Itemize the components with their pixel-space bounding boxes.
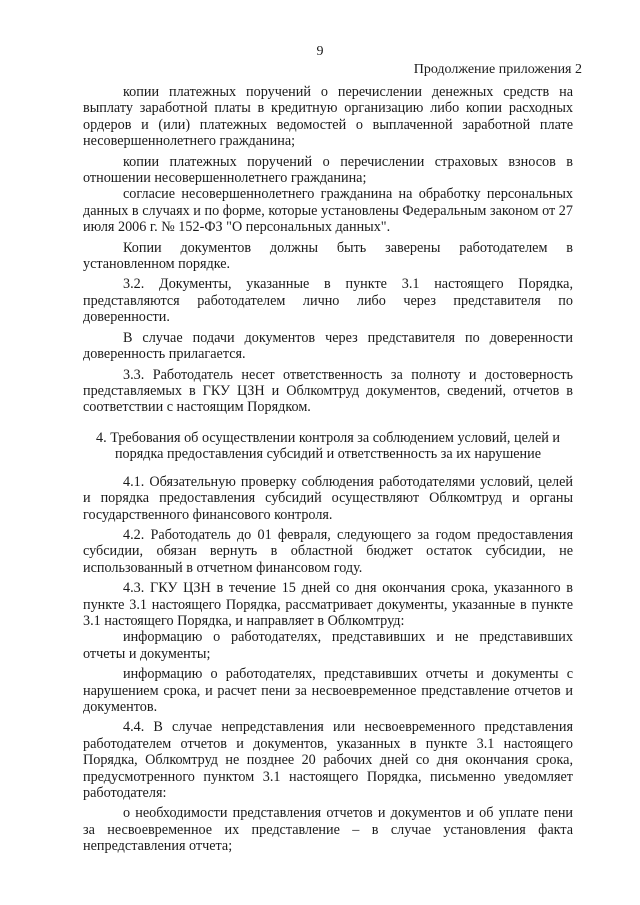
paragraph: о необходимости представления отчетов и документов и об уплате пени за несвоевременное их представление – в случае установления факта непредставления отчета; bbox=[83, 805, 573, 855]
paragraph: 4.1. Обязательную проверку соблюдения работодателями условий, целей и порядка предоставления субсидий осуществляют Облкомтруд и органы государственного финансового контроля. bbox=[83, 473, 573, 523]
annex-continuation-note: Продолжение приложения 2 bbox=[413, 62, 582, 77]
paragraph: 4.4. В случае непредставления или несвоевременного представления работодателем отчетов и документов, указанных в пункте 3.1 настоящего Порядка, Облкомтруд не позднее 20 рабочих дней со дня окончания срока, предусмотренного пунктом 3.1 настоящего Порядка, письменно уведомляет работодателя: bbox=[83, 719, 573, 802]
paragraph: 4.3. ГКУ ЦЗН в течение 15 дней со дня окончания срока, указанного в пункте 3.1 настоящего Порядка, рассматривает документы, указанные в пункте 3.1 настоящего Порядка, и направляет в Облкомтруд: bbox=[83, 580, 573, 629]
paragraph: 3.3. Работодатель несет ответственность за полноту и достоверность представляемых в ГКУ ЦЗН и Облкомтруд документов, сведений, отчетов в соответствии с настоящим Порядком. bbox=[83, 366, 573, 416]
paragraph: копии платежных поручений о перечислении страховых взносов в отношении несовершеннолетнего гражданина; bbox=[83, 153, 573, 187]
paragraph: согласие несовершеннолетнего гражданина на обработку персональных данных в случаях и по форме, которые установлены Федеральным законом от 27 июля 2006 г. № 152-ФЗ "О персональных данных". bbox=[83, 186, 573, 236]
paragraph: 3.2. Документы, указанные в пункте 3.1 настоящего Порядка, представляются работодателем лично либо через представителя по доверенности. bbox=[83, 276, 573, 326]
paragraph: копии платежных поручений о перечислении денежных средств на выплату заработной платы в кредитную организацию либо копии расходных ордеров и (или) платежных ведомостей о выплаченной заработной плате несовершеннолетнего гражданина; bbox=[83, 84, 573, 150]
paragraph: Копии документов должны быть заверены работодателем в установленном порядке. bbox=[83, 239, 573, 273]
section-heading: 4. Требования об осуществлении контроля за соблюдением условий, целей и порядка предоставления субсидий и ответственность за их нарушение bbox=[96, 429, 560, 462]
paragraph: В случае подачи документов через представителя по доверенности доверенность прилагается. bbox=[83, 329, 573, 363]
paragraph: 4.2. Работодатель до 01 февраля, следующего за годом предоставления субсидии, обязан вернуть в областной бюджет остаток субсидии, не использованный в отчетном финансовом году. bbox=[83, 526, 573, 576]
paragraph: информацию о работодателях, представивших и не представивших отчеты и документы; bbox=[83, 629, 573, 662]
document-body bbox=[83, 84, 573, 855]
paragraph: информацию о работодателях, представивших отчеты и документы с нарушением срока, и расчет пени за несвоевременное представление отчетов и документов. bbox=[83, 666, 573, 715]
page-number: 9 bbox=[316, 44, 324, 59]
